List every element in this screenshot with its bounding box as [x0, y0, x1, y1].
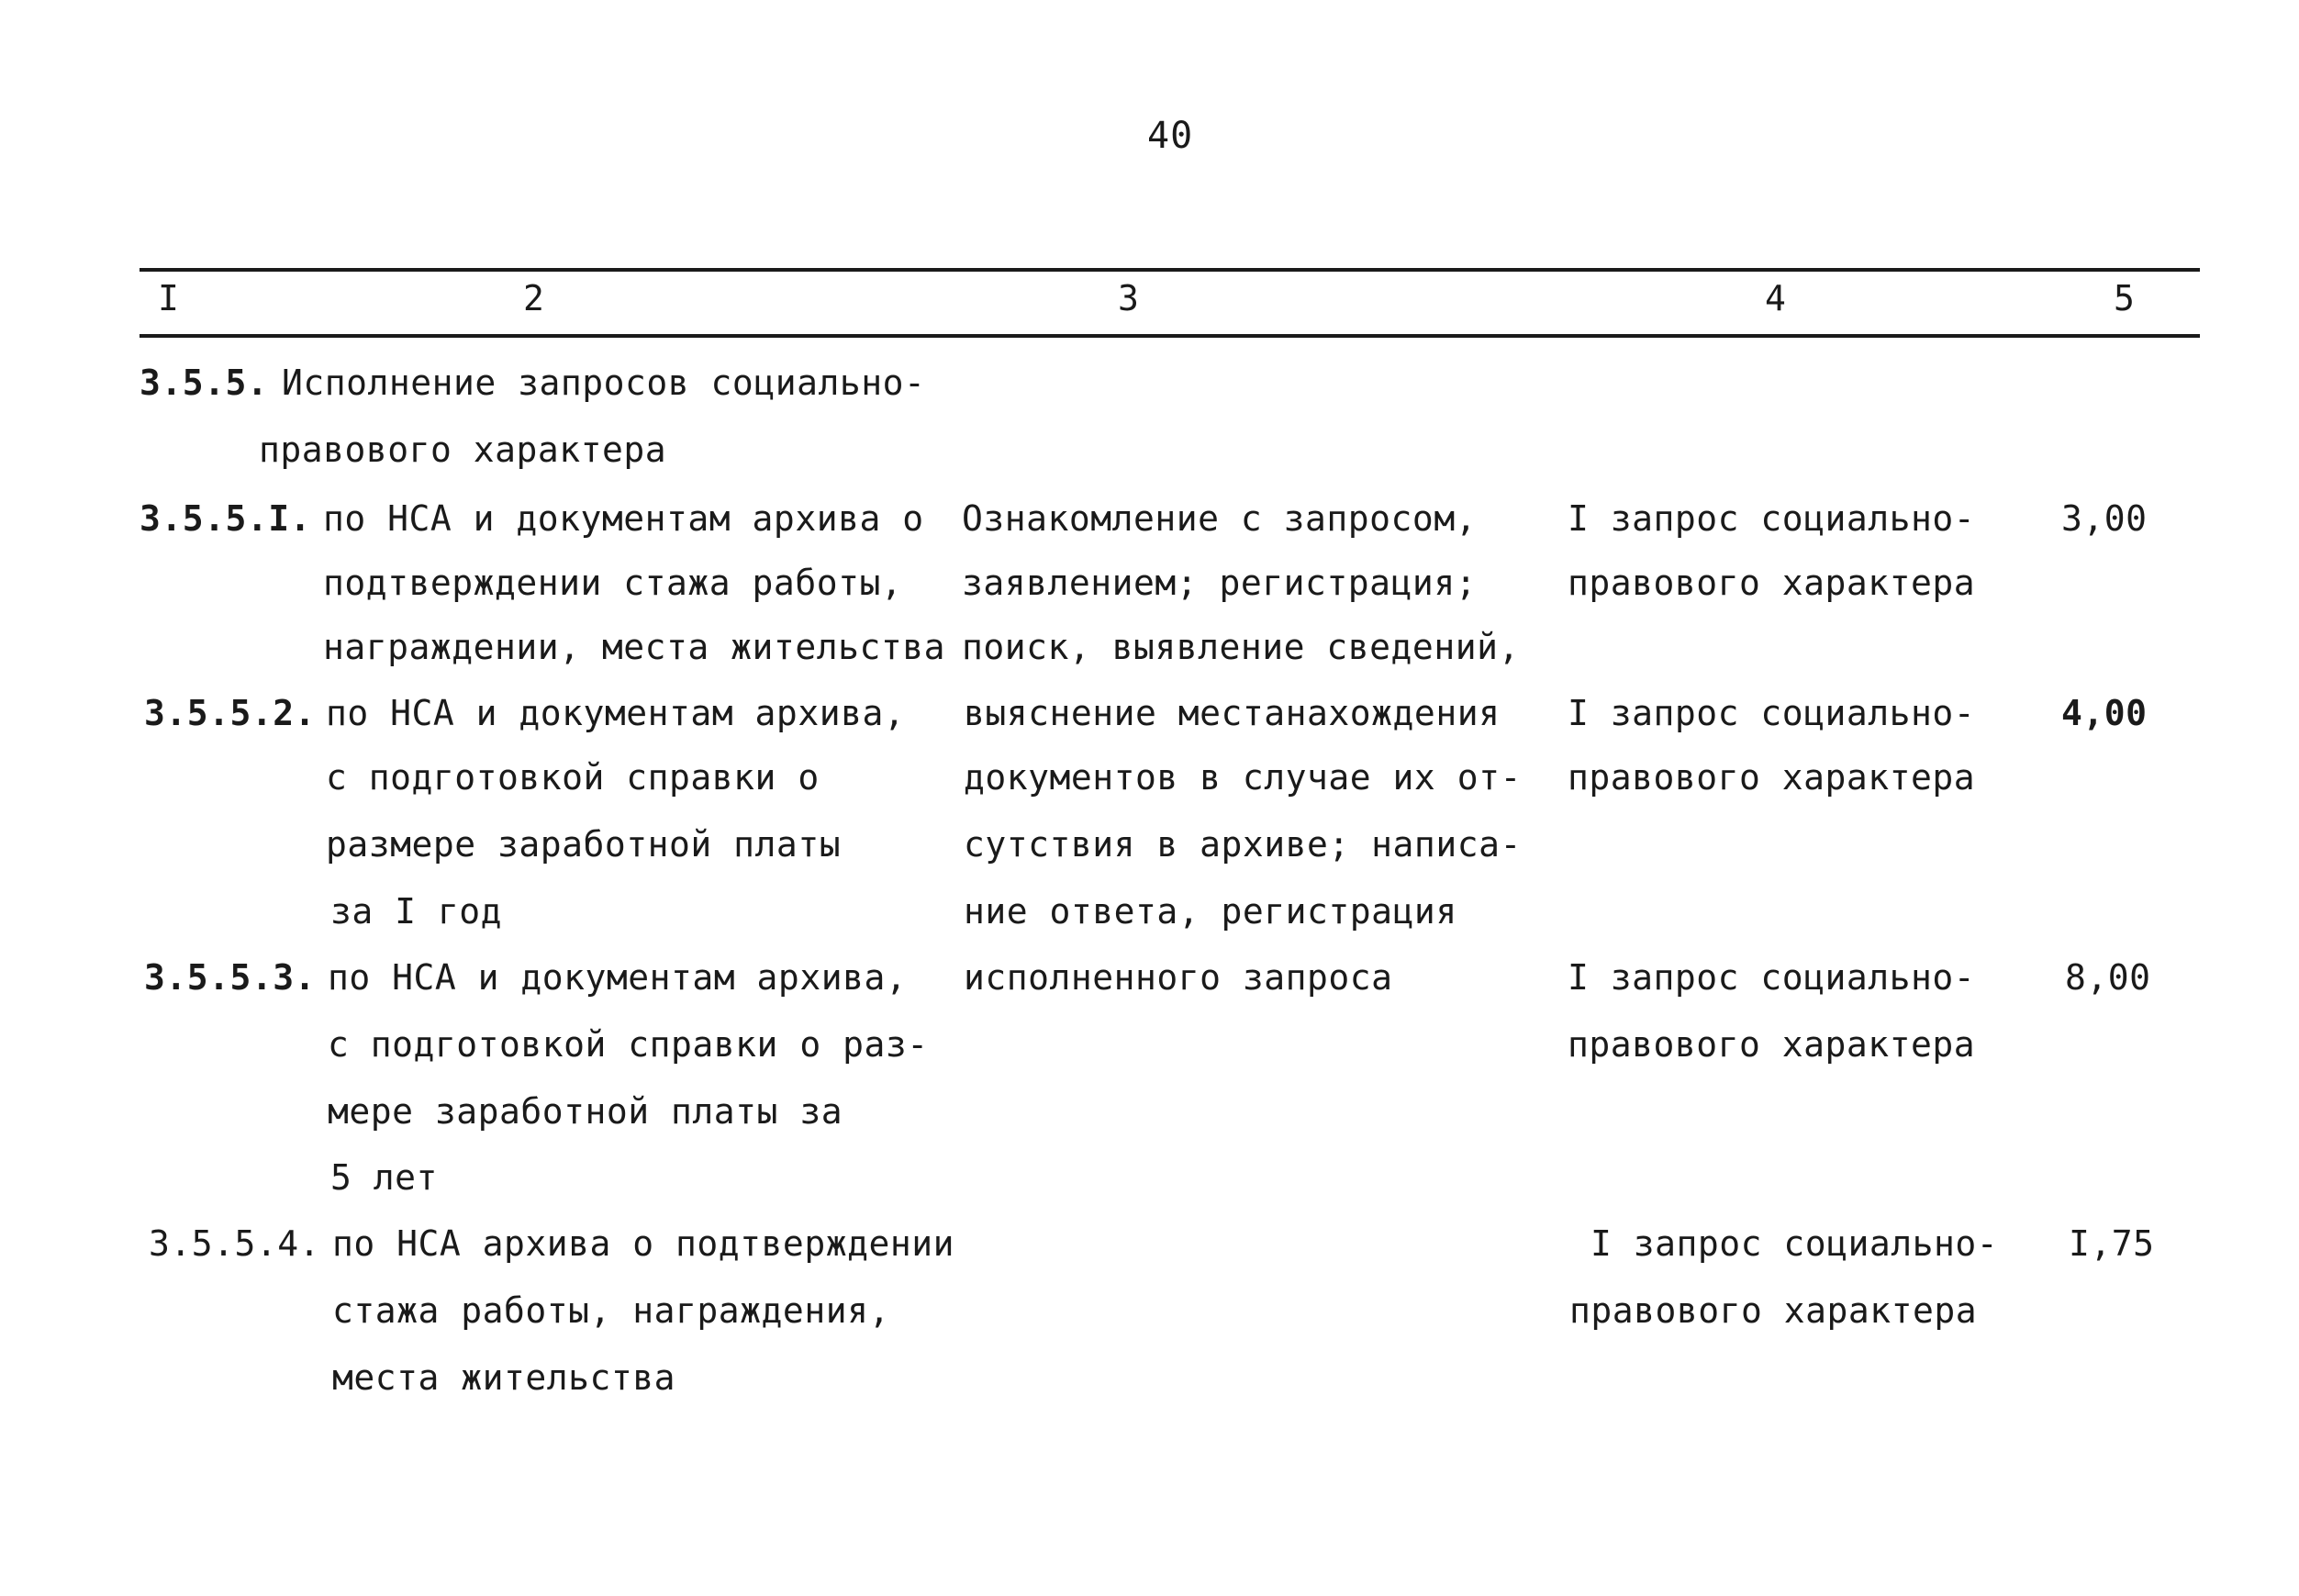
row-unit-line: правового характера	[1568, 563, 1976, 603]
column-header-3: 3	[1118, 278, 1140, 318]
row-number: 3.5.5.4.	[149, 1223, 321, 1264]
column-header-2: 2	[523, 278, 545, 318]
section-title-line: Исполнение запросов социально-	[282, 363, 926, 403]
row-description-line: мере заработной платы за	[328, 1091, 843, 1132]
work-content-line: заявлением; регистрация;	[962, 563, 1478, 603]
work-content-line: документов в случае их от-	[964, 757, 1522, 798]
row-description-line: по НСА и документам архива,	[326, 693, 906, 733]
row-description-line: подтверждении стажа работы,	[323, 563, 903, 603]
section-number: 3.5.5.	[140, 363, 269, 403]
row-description-line: за I год	[330, 891, 503, 932]
row-unit-line: I запрос социально-	[1568, 957, 1976, 998]
row-description-line: по НСА и документам архива,	[328, 957, 908, 998]
work-content-line: Ознакомление с запросом,	[962, 498, 1478, 539]
column-header-5: 5	[2114, 278, 2136, 318]
row-description-line: стажа работы, награждения,	[332, 1290, 890, 1331]
row-description-line: с подготовкой справки о	[326, 757, 820, 798]
row-value: I,75	[2069, 1223, 2155, 1264]
column-header-1: I	[158, 278, 180, 318]
table-top-rule	[140, 268, 2200, 272]
row-description-line: места жительства	[332, 1357, 676, 1398]
table-header-rule	[140, 334, 2200, 338]
work-content-line: исполненного запроса	[964, 957, 1393, 998]
row-value: 8,00	[2065, 957, 2151, 998]
row-description-line: по НСА архива о подтверждении	[332, 1223, 954, 1264]
page-number: 40	[1147, 115, 1194, 157]
row-unit-line: I запрос социально-	[1590, 1223, 1999, 1264]
row-description-line: размере заработной платы	[326, 824, 842, 865]
row-description-line: с подготовкой справки о раз-	[328, 1024, 929, 1065]
row-number: 3.5.5.3.	[144, 957, 317, 998]
row-unit-line: I запрос социально-	[1568, 498, 1976, 539]
row-unit-line: I запрос социально-	[1568, 693, 1976, 733]
row-unit-line: правового характера	[1568, 1024, 1976, 1065]
row-number: 3.5.5.2.	[144, 693, 317, 733]
row-value: 3,00	[2061, 498, 2148, 539]
row-value: 4,00	[2061, 693, 2148, 733]
work-content-line: сутствия в архиве; написа-	[964, 824, 1522, 865]
row-number: 3.5.5.I.	[140, 498, 312, 539]
column-header-4: 4	[1765, 278, 1787, 318]
row-description-line: 5 лет	[330, 1157, 438, 1198]
row-description-line: по НСА и документам архива о	[323, 498, 924, 539]
work-content-line: ние ответа, регистрация	[964, 891, 1457, 932]
work-content-line: выяснение местанахождения	[964, 693, 1501, 733]
row-unit-line: правового характера	[1568, 757, 1976, 798]
work-content-line: поиск, выявление сведений,	[962, 627, 1520, 667]
row-unit-line: правового характера	[1569, 1290, 1978, 1331]
section-title-line: правового характера	[259, 430, 667, 470]
row-description-line: награждении, места жительства	[323, 627, 945, 667]
